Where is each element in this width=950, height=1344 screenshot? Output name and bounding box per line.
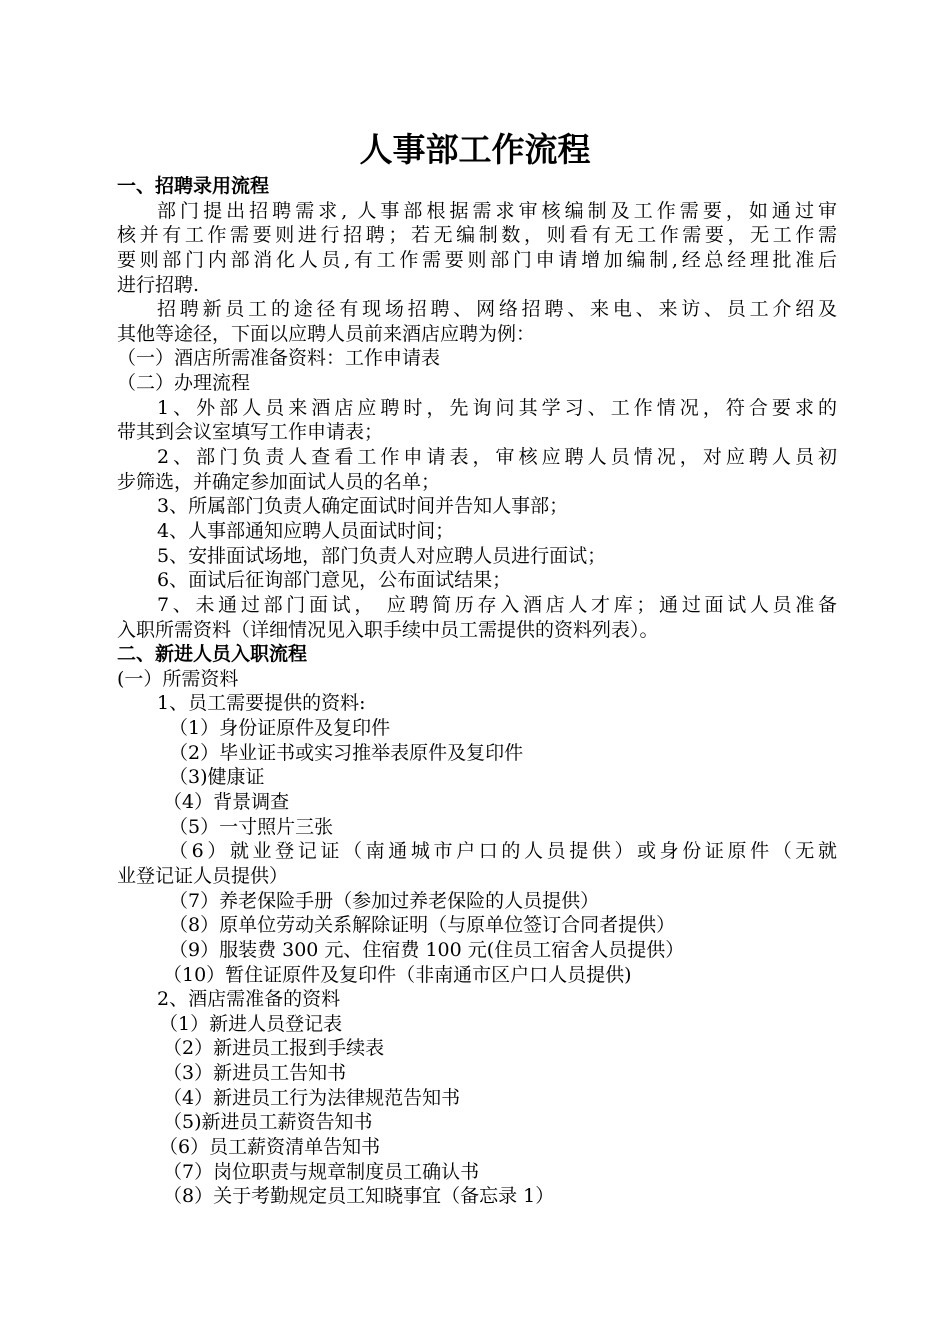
document-title: 人事部工作流程 xyxy=(359,130,591,169)
text-line: 招聘新员工的途径有现场招聘、网络招聘、来电、来访、员工介绍及 xyxy=(157,298,837,321)
text-line: 3、所属部门负责人确定面试时间并告知人事部； xyxy=(157,495,569,518)
text-line: 1、外部人员来酒店应聘时，先询问其学习、工作情况，符合要求的 xyxy=(157,396,837,419)
document-body xyxy=(117,174,837,1209)
text-line: （6）就业登记证（南通城市户口的人员提供）或身份证原件（无就 xyxy=(169,840,837,863)
text-line: （6）员工薪资清单告知书 xyxy=(159,1135,381,1158)
text-line: 4、人事部通知应聘人员面试时间； xyxy=(157,519,455,542)
text-line: （3）新进员工告知书 xyxy=(163,1062,347,1085)
text-line: 2、酒店需准备的资料 xyxy=(157,988,341,1011)
text-line: 带其到会议室填写工作申请表； xyxy=(117,421,384,444)
text-line: 进行招聘. xyxy=(117,273,200,296)
section-heading: 二、新进人员入职流程 xyxy=(117,643,308,666)
text-line: 其他等途径，下面以应聘人员前来酒店应聘为例： xyxy=(117,322,536,345)
text-line: （4）背景调查 xyxy=(163,791,290,814)
text-line: （9）服装费 300 元、住宿费 100 元(住员工宿舍人员提供） xyxy=(169,938,685,961)
text-line: 1、员工需要提供的资料: xyxy=(157,692,366,715)
text-line: （7）岗位职责与规章制度员工确认书 xyxy=(163,1160,480,1183)
text-line: （2）毕业证书或实习推举表原件及复印件 xyxy=(169,741,524,764)
text-line: （8）原单位劳动关系解除证明（与原单位签订合同者提供） xyxy=(169,914,676,937)
text-line: 核并有工作需要则进行招聘；若无编制数，则看有无工作需要，无工作需 xyxy=(117,224,837,247)
text-line: 要则部门内部消化人员,有工作需要则部门申请增加编制,经总经理批准后 xyxy=(117,248,837,271)
text-line: 步筛选，并确定参加面试人员的名单； xyxy=(117,470,441,493)
section-heading: 一、招聘录用流程 xyxy=(117,175,270,197)
text-line: （5)新进员工薪资告知书 xyxy=(163,1111,373,1134)
text-line: （4）新进员工行为法律规范告知书 xyxy=(163,1086,461,1109)
text-line: 业登记证人员提供） xyxy=(117,864,289,887)
text-line: （2）新进员工报到手续表 xyxy=(163,1037,385,1060)
text-line: （1）身份证原件及复印件 xyxy=(169,717,391,740)
text-line: 5、安排面试场地，部门负责人对应聘人员进行面试； xyxy=(157,544,607,567)
text-line: （一）酒店所需准备资料：工作申请表 xyxy=(117,347,441,370)
text-line: 7、未通过部门面试， 应聘简历存入酒店人才库；通过面试人员准备 xyxy=(157,593,837,616)
text-line: （5）一寸照片三张 xyxy=(169,815,334,838)
text-line: 2、部门负责人查看工作申请表，审核应聘人员情况，对应聘人员初 xyxy=(157,446,837,469)
text-line: 入职所需资料（详细情况见入职手续中员工需提供的资料列表）。 xyxy=(117,618,659,641)
text-line: （3)健康证 xyxy=(169,766,265,789)
text-line: （1）新进人员登记表 xyxy=(159,1012,343,1035)
text-line: （二）办理流程 xyxy=(117,372,251,395)
text-line: 6、面试后征询部门意见，公布面试结果； xyxy=(157,569,512,592)
text-line: （7）养老保险手册（参加过养老保险的人员提供） xyxy=(169,889,600,912)
text-line: （8）关于考勤规定员工知晓事宜（备忘录 1） xyxy=(163,1185,555,1208)
text-line: （10）暂住证原件及复印件（非南通市区户口人员提供) xyxy=(163,963,632,986)
text-line: (一）所需资料 xyxy=(117,667,239,690)
text-line: 部门提出招聘需求, 人事部根据需求审核编制及工作需要，如通过审 xyxy=(157,199,837,222)
